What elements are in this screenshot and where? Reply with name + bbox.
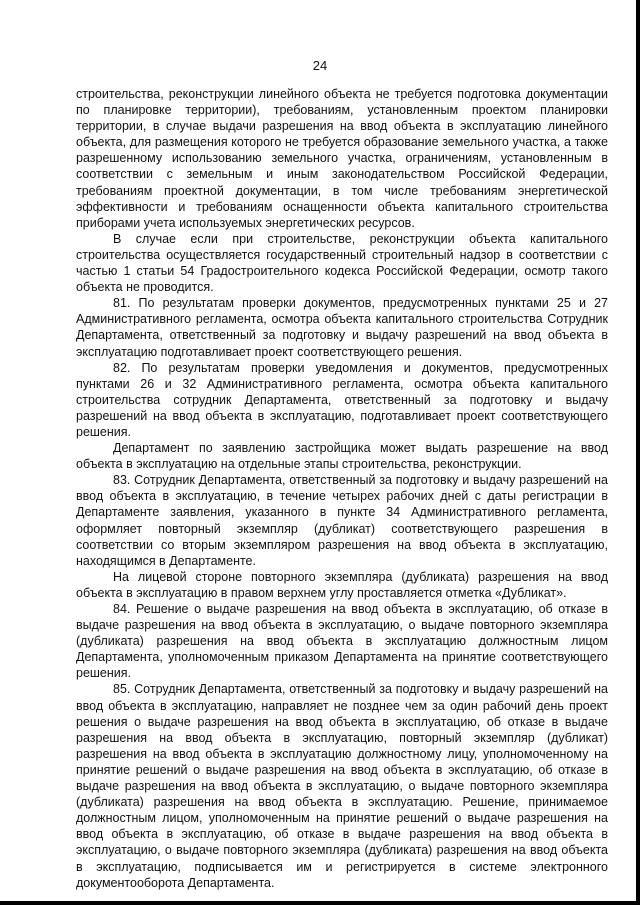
scan-edge-bottom: [0, 901, 640, 905]
page-number: 24: [312, 58, 328, 73]
paragraph-82: 82. По результатам проверки уведомления и документов, предусмотренных пунктами 26 и 32 Административного регламента, осмотра объекта капитального строительства сотрудник Департамента, ответственный за подготовку и выдачу разрешений на ввод объекта в эксплуатацию, подготавливает проект соответствующего решения.: [76, 360, 608, 439]
paragraph-continuation: строительства, реконструкции линейного объекта не требуется подготовка документации по планировке территории), требованиям, установленным проектом планировки территории, в случае выдачи разрешения на ввод объекта в эксплуатацию линейного объекта, для размещения которого не требуется образование земельного участка, а также разрешенному использованию земельного участка, ограничениям, установленным в соответствии с земельным и иным законодательством Российской Федерации, требованиям проектной документации, в том числе требованиям энергетической эффективности и требованиям оснащенности объекта капитального строительства приборами учета используемых энергетических ресурсов.: [76, 87, 608, 230]
paragraph-84: 84. Решение о выдаче разрешения на ввод объекта в эксплуатацию, об отказе в выдаче разрешения на ввод объекта в эксплуатацию, о выдаче повторного экземпляра (дубликата) разрешения на ввод объекта в эксплуатацию должностным лицом Департамента, уполномоченным приказом Департамента на принятие соответствующего решения.: [76, 602, 608, 681]
scan-edge-right: [636, 0, 640, 905]
document-body: [76, 86, 608, 891]
paragraph-duplicate-mark: На лицевой стороне повторного экземпляра (дубликата) разрешения на ввод объекта в эксплуатацию в правом верхнем углу проставляется отметка «Дубликат».: [76, 569, 608, 600]
paragraph-85: 85. Сотрудник Департамента, ответственный за подготовку и выдачу разрешений на ввод объекта в эксплуатацию, направляет не позднее чем за один рабочий день проект решения о выдаче разрешения на ввод объекта в эксплуатацию, об отказе в выдаче разрешения на ввод объекта в эксплуатацию, повторный экземпляр (дубликат) разрешения на ввод объекта в эксплуатацию должностному лицу, уполномоченному на принятие решений о выдаче разрешения на ввод объекта в эксплуатацию, об отказе в выдаче разрешения на ввод объекта в эксплуатацию, о выдаче повторного экземпляра (дубликата) разрешения на ввод объекта в эксплуатацию. Решение, принимаемое должностным лицом, уполномоченным на принятие решений о выдаче разрешения на ввод объекта в эксплуатацию, об отказе в выдаче разрешения на ввод объекта в эксплуатацию, о выдаче повторного экземпляра (дубликата) разрешения на ввод объекта в эксплуатацию, подписывается им и регистрируется в системе электронного документооборота Департамента.: [76, 682, 608, 890]
paragraph-state-supervision: В случае если при строительстве, реконструкции объекта капитального строительства осуществляется государственный строительный надзор в соответствии с частью 1 статьи 54 Градостроительного кодекса Российской Федерации, осмотр такого объекта не проводится.: [76, 231, 608, 295]
paragraph-stages-permit: Департамент по заявлению застройщика может выдать разрешение на ввод объекта в эксплуатацию на отдельные этапы строительства, реконструкции.: [76, 441, 608, 472]
paragraph-81: 81. По результатам проверки документов, предусмотренных пунктами 25 и 27 Административного регламента, осмотра объекта капитального строительства Сотрудник Департамента, ответственный за подготовку и выдачу разрешений на ввод объекта в эксплуатацию подготавливает проект соответствующего решения.: [76, 296, 608, 359]
paragraph-83: 83. Сотрудник Департамента, ответственный за подготовку и выдачу разрешений на ввод объекта в эксплуатацию, в течение четырех рабочих дней с даты регистрации в Департаменте заявления, указанного в пункте 34 Административного регламента, оформляет повторный экземпляр (дубликат) соответствующего разрешения в соответствии со вторым экземпляром разрешения на ввод объекта в эксплуатацию, находящимся в Департаменте.: [76, 473, 608, 568]
